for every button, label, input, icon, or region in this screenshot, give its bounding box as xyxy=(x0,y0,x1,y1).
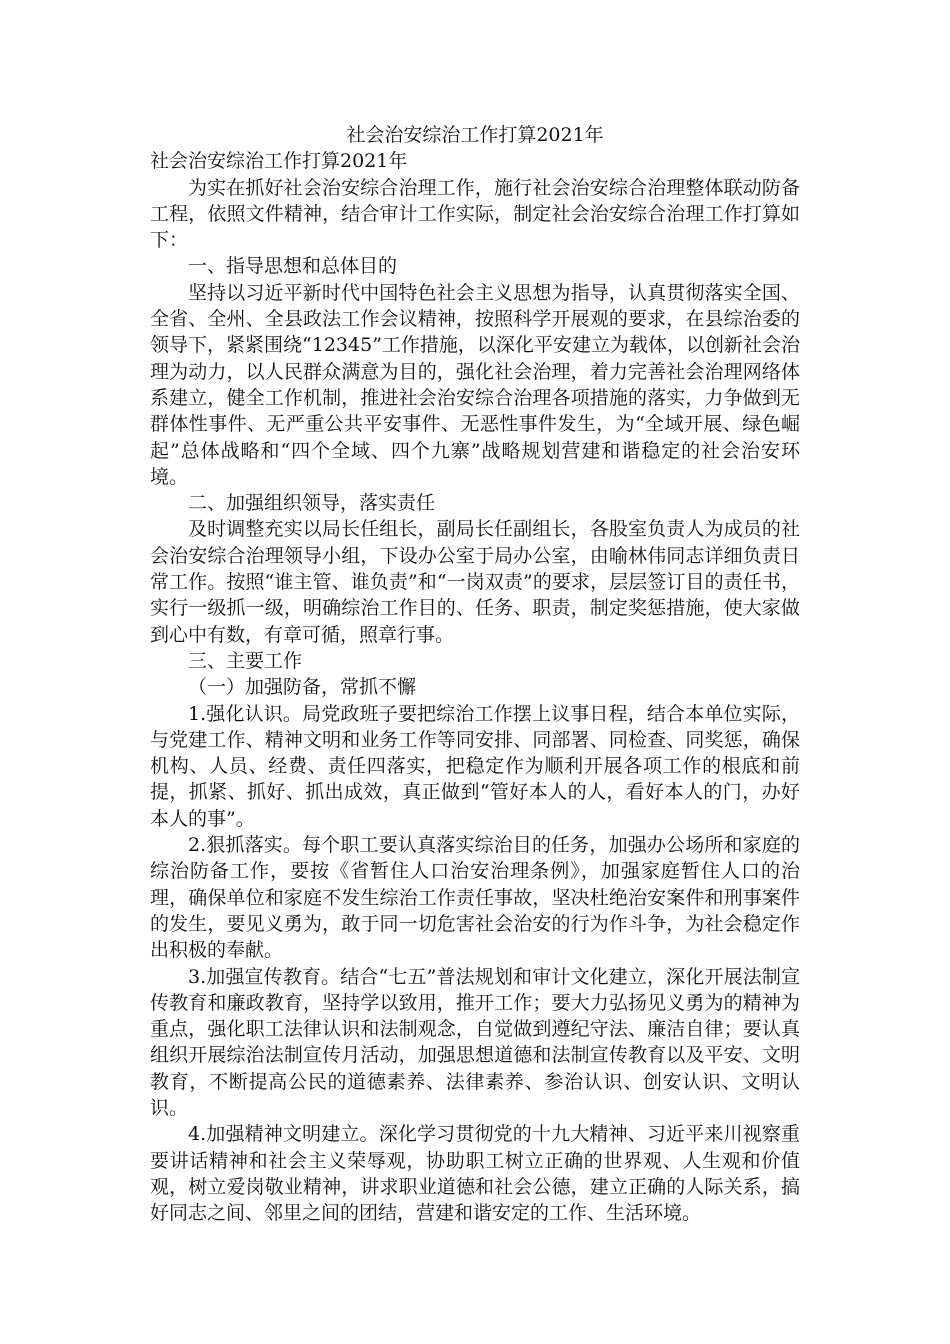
section-heading-guiding-thought: 一、指导思想和总体目的 xyxy=(188,255,398,278)
paragraph-item-2: 2.狠抓落实。每个职工要认真落实综治目的任务，加强办公场所和家庭的综治防备工作，要按《省暂住人口治安治理条例》，加强家庭暂住人口的治理，确保单位和家庭不发生综治工作责任事故，坚决杜绝治安案件和刑事案件的发生，要见义勇为，敢于同一切危害社会治安的行为作斗争，为社会稳定作出积极的奉献。 xyxy=(150,834,800,962)
paragraph-guiding-thought: 坚持以习近平新时代中国特色社会主义思想为指导，认真贯彻落实全国、全省、全州、全县政法工作会议精神，按照科学开展观的要求，在县综治委的领导下，紧紧围绕“12345”工作措施，以深化平安建立为载体，以创新社会治理为动力，以人民群众满意为目的，强化社会治理，着力完善社会治理网络体系建立，健全工作机制，推进社会治安综合治理各项措施的落实，力争做到无群体性事件、无严重公共平安事件、无恶性事件发生，为“全域开展、绿色崛起”总体战略和“四个全域、四个九寨”战略规划营建和谐稳定的社会治安环境。 xyxy=(150,281,800,488)
document-body xyxy=(150,122,800,1226)
paragraph-item-3: 3.加强宣传教育。结合“七五”普法规划和审计文化建立，深化开展法制宣传教育和廉政教育，坚持学以致用，推开工作；要大力弘扬见义勇为的精神为重点，强化职工法律认识和法制观念，自觉做到遵纪守法、廉洁自律；要认真组织开展综治法制宣传月活动，加强思想道德和法制宣传教育以及平安、文明教育，不断提高公民的道德素养、法律素养、参治认识、创安认识、文明认识。 xyxy=(150,965,800,1119)
document-subtitle: 社会治安综治工作打算2021年 xyxy=(150,150,408,173)
intro-paragraph: 为实在抓好社会治安综合治理工作，施行社会治安综合治理整体联动防备工程，依照文件精神，结合审计工作实际，制定社会治安综合治理工作打算如下： xyxy=(150,176,800,252)
paragraph-item-1: 1.强化认识。局党政班子要把综治工作摆上议事日程，结合本单位实际，与党建工作、精神文明和业务工作等同安排、同部署、同检查、同奖惩，确保机构、人员、经费、责任四落实，把稳定作为顺利开展各项工作的根底和前提，抓紧、抓好、抓出成效，真正做到“管好本人的人，看好本人的门，办好本人的事”。 xyxy=(150,702,800,830)
document-title: 社会治安综治工作打算2021年 xyxy=(346,124,604,146)
section-heading-main-work: 三、主要工作 xyxy=(188,649,303,672)
paragraph-organization: 及时调整充实以局长任组长，副局长任副组长，各股室负责人为成员的社会治安综合治理领导小组，下设办公室于局办公室，由喻林伟同志详细负责日常工作。按照“谁主管、谁负责”和“一岗双责”的要求，层层签订目的责任书，实行一级抓一级，明确综治工作目的、任务、职责，制定奖惩措施，使大家做到心中有数，有章可循，照章行事。 xyxy=(150,518,800,646)
subsection-heading-prevention: （一）加强防备，常抓不懈 xyxy=(188,676,417,699)
section-heading-organization: 二、加强组织领导，落实责任 xyxy=(188,492,436,515)
paragraph-item-4: 4.加强精神文明建立。深化学习贯彻党的十九大精神、习近平来川视察重要讲话精神和社会主义荣辱观，协助职工树立正确的世界观、人生观和价值观，树立爱岗敬业精神，讲求职业道德和社会公德，建立正确的人际关系，搞好同志之间、邻里之间的团结，营建和谐安定的工作、生活环境。 xyxy=(150,1123,800,1225)
